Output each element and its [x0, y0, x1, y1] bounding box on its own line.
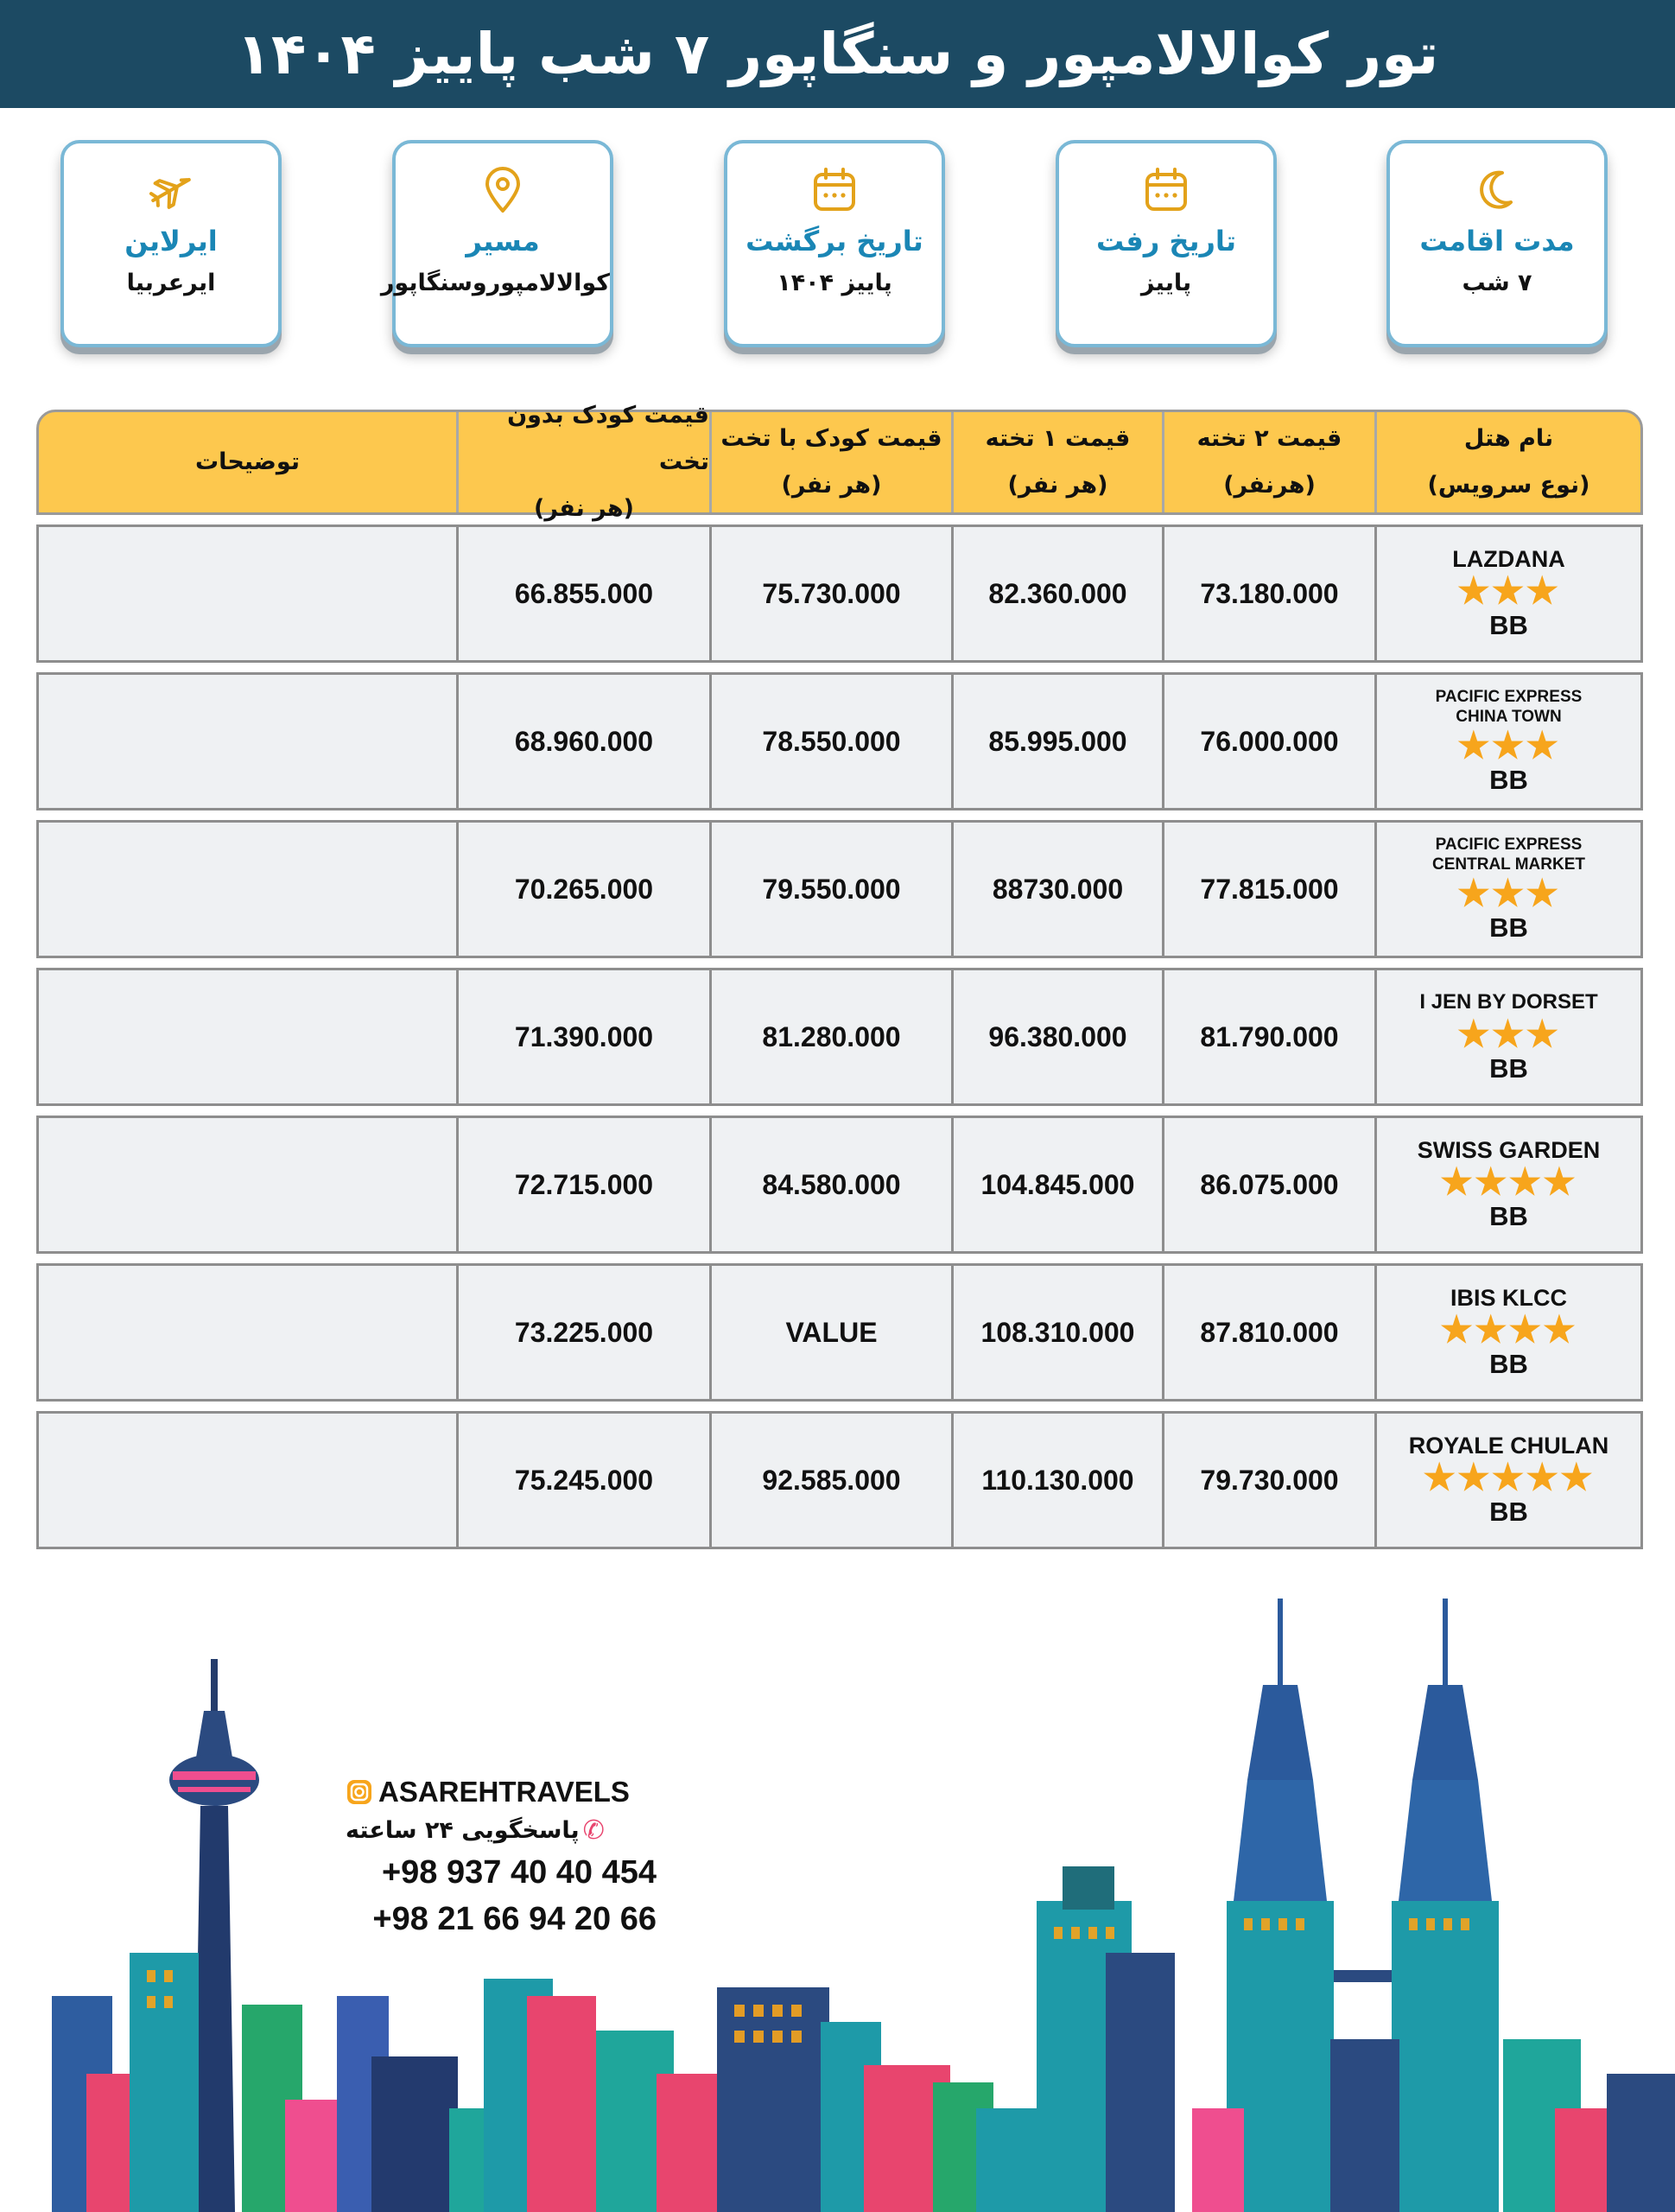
service-type: BB: [1489, 912, 1528, 943]
double-price: 73.180.000: [1162, 527, 1374, 660]
child-bed-price: 78.550.000: [709, 675, 951, 808]
hotel-cell: [1374, 1266, 1640, 1399]
hotel-header: نام هتل (نوع سرویس): [1374, 412, 1640, 512]
child-nobed-price: 68.960.000: [456, 675, 709, 808]
hotel-name: PACIFIC EXPRESS CENTRAL MARKET: [1432, 836, 1585, 874]
calendar-icon: [809, 164, 860, 216]
support-line: [346, 1815, 657, 1846]
service-type: BB: [1489, 1497, 1528, 1527]
table-row: [36, 672, 1643, 810]
single-price: 88730.000: [951, 823, 1162, 956]
child-nobed-price: 75.245.000: [456, 1414, 709, 1547]
service-type: BB: [1489, 1349, 1528, 1379]
instagram-icon: [346, 1778, 373, 1806]
star-rating: ★★★: [1457, 873, 1560, 913]
service-type: BB: [1489, 1053, 1528, 1084]
card-value: پاییز ۱۴۰۴: [777, 270, 892, 296]
instagram-handle[interactable]: [346, 1776, 657, 1808]
child-bed-header: قیمت کودک با تخت (هر نفر): [709, 412, 951, 512]
child-nobed-header: قیمت کودک بدون تخت (هر نفر): [456, 412, 709, 512]
hotel-name: I JEN BY DORSET: [1419, 990, 1598, 1014]
single-price: 104.845.000: [951, 1118, 1162, 1251]
double-price: 76.000.000: [1162, 675, 1374, 808]
table-row: [36, 820, 1643, 958]
star-rating: ★★★★: [1440, 1161, 1577, 1202]
notes-cell: [39, 1118, 456, 1251]
child-bed-price: 92.585.000: [709, 1414, 951, 1547]
double-price: 87.810.000: [1162, 1266, 1374, 1399]
hotel-cell: [1374, 1414, 1640, 1547]
star-rating: ★★★★★: [1423, 1457, 1595, 1497]
airplane-icon: [145, 164, 197, 216]
hotel-cell: [1374, 1118, 1640, 1251]
card-value: ۷ شب: [1462, 270, 1532, 296]
child-bed-price: 84.580.000: [709, 1118, 951, 1251]
table-row: [36, 1116, 1643, 1254]
title-banner: [0, 0, 1675, 108]
notes-cell: [39, 527, 456, 660]
table-header: [36, 402, 1643, 522]
moon-icon: [1471, 164, 1523, 216]
star-rating: ★★★★: [1440, 1309, 1577, 1350]
return-date-card: [724, 140, 945, 347]
child-nobed-price: 71.390.000: [456, 970, 709, 1103]
service-type: BB: [1489, 1201, 1528, 1231]
route-card: [380, 140, 613, 347]
card-title: تاریخ رفت: [1096, 225, 1236, 257]
double-price: 77.815.000: [1162, 823, 1374, 956]
double-price: 79.730.000: [1162, 1414, 1374, 1547]
hotel-name: IBIS KLCC: [1450, 1285, 1567, 1311]
stay-duration-card: [1386, 140, 1608, 347]
table-row: [36, 524, 1643, 663]
service-type: BB: [1489, 610, 1528, 640]
page-title: تور کوالالامپور و سنگاپور ۷ شب پاییز ۱۴۰۴: [236, 21, 1439, 87]
hotel-cell: [1374, 970, 1640, 1103]
notes-cell: [39, 823, 456, 956]
card-value: ایرعربیا: [126, 270, 216, 296]
hotel-cell: [1374, 527, 1640, 660]
calendar-icon: [1140, 164, 1192, 216]
card-title: ایرلاین: [124, 225, 218, 257]
hotel-name: LAZDANA: [1452, 546, 1565, 572]
notes-cell: [39, 675, 456, 808]
child-nobed-price: 72.715.000: [456, 1118, 709, 1251]
service-type: BB: [1489, 765, 1528, 795]
notes-cell: [39, 1266, 456, 1399]
double-price: 86.075.000: [1162, 1118, 1374, 1251]
child-nobed-price: 73.225.000: [456, 1266, 709, 1399]
instagram-text: ASAREHTRAVELS: [378, 1776, 630, 1808]
child-nobed-price: 70.265.000: [456, 823, 709, 956]
departure-date-card: [1056, 140, 1277, 347]
card-title: مسیر: [466, 225, 540, 257]
child-nobed-price: 66.855.000: [456, 527, 709, 660]
child-bed-price: 75.730.000: [709, 527, 951, 660]
star-rating: ★★★: [1457, 570, 1560, 611]
single-price: 110.130.000: [951, 1414, 1162, 1547]
contact-block: [346, 1776, 657, 1939]
hotel-name: ROYALE CHULAN: [1408, 1433, 1609, 1459]
phone-icon: ✆: [582, 1815, 605, 1846]
hotel-name: PACIFIC EXPRESS CHINA TOWN: [1435, 688, 1583, 726]
hotel-name: SWISS GARDEN: [1417, 1137, 1601, 1163]
child-bed-price: 79.550.000: [709, 823, 951, 956]
child-bed-price: 81.280.000: [709, 970, 951, 1103]
single-price: 85.995.000: [951, 675, 1162, 808]
child-bed-price: VALUE: [709, 1266, 951, 1399]
star-rating: ★★★: [1457, 725, 1560, 766]
card-title: تاریخ برگشت: [746, 225, 923, 257]
notes-cell: [39, 970, 456, 1103]
notes-cell: [39, 1414, 456, 1547]
support-text: پاسخگویی ۲۴ ساعته: [346, 1817, 580, 1844]
airline-card: [60, 140, 282, 347]
hotel-cell: [1374, 823, 1640, 956]
phone-mobile[interactable]: +98 937 40 40 454: [381, 1854, 657, 1891]
double-header: قیمت ۲ تخته (هرنفر): [1162, 412, 1374, 512]
hotel-cell: [1374, 675, 1640, 808]
star-rating: ★★★: [1457, 1014, 1560, 1054]
single-price: 82.360.000: [951, 527, 1162, 660]
table-row: [36, 968, 1643, 1106]
phone-landline[interactable]: +98 21 66 94 20 66: [372, 1901, 657, 1937]
card-value: پاییز: [1140, 270, 1192, 296]
location-pin-icon: [477, 164, 529, 216]
table-row: [36, 1411, 1643, 1549]
table-row: [36, 1263, 1643, 1402]
double-price: 81.790.000: [1162, 970, 1374, 1103]
single-header: قیمت ۱ تخته (هر نفر): [951, 412, 1162, 512]
notes-header: توضیحات: [195, 448, 300, 475]
single-price: 96.380.000: [951, 970, 1162, 1103]
card-value: کوالالامپوروسنگاپور: [380, 270, 610, 296]
single-price: 108.310.000: [951, 1266, 1162, 1399]
city-skyline-illustration: [0, 1590, 1675, 2212]
card-title: مدت اقامت: [1419, 225, 1575, 257]
